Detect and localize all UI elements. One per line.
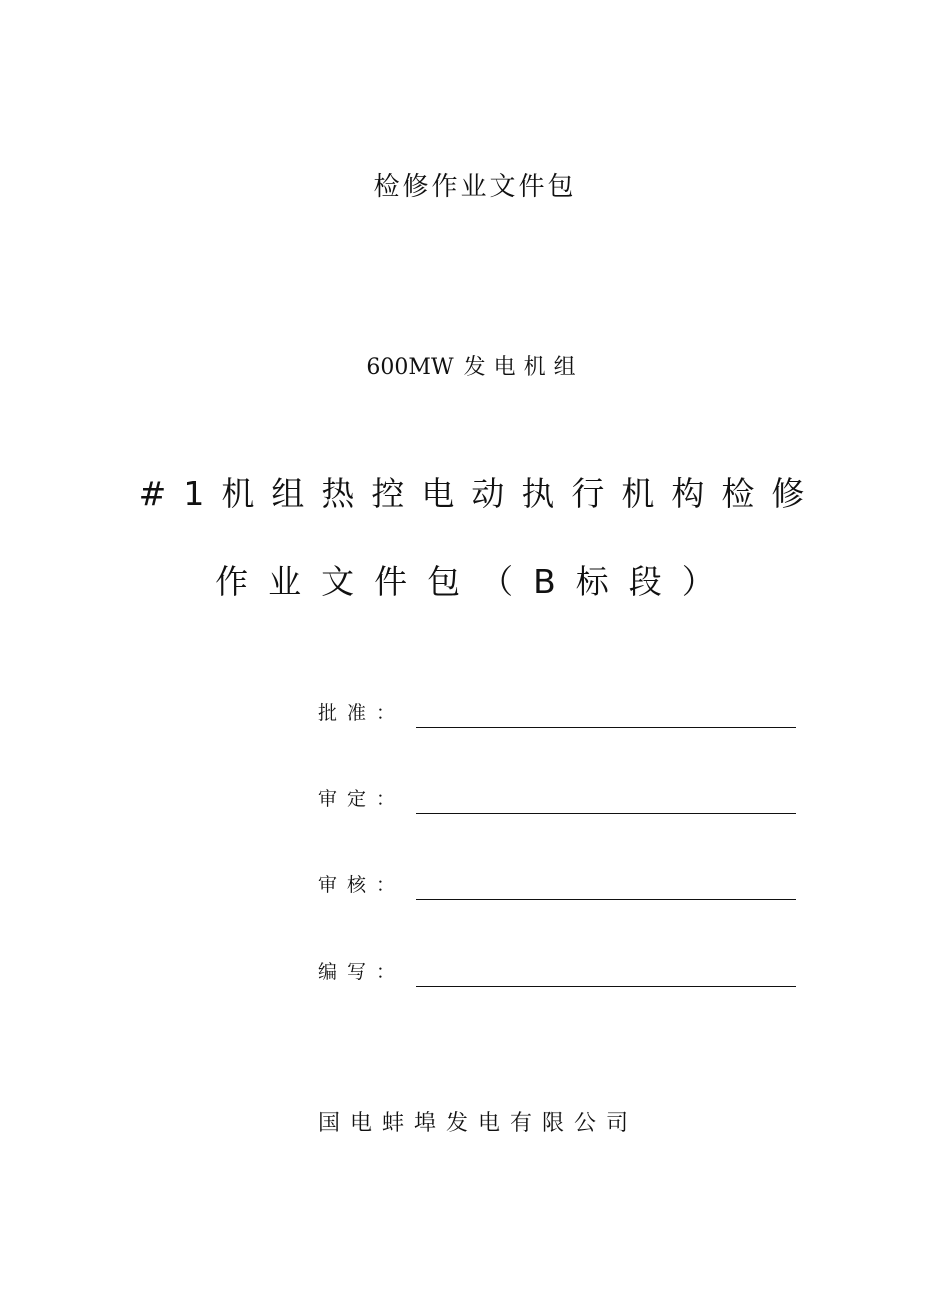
subtitle-unit: 发电机组 bbox=[463, 355, 584, 380]
signature-label: 编写： bbox=[318, 961, 406, 983]
signature-line bbox=[416, 727, 796, 728]
signature-line bbox=[416, 986, 796, 987]
signature-row-approve bbox=[318, 698, 796, 728]
company-name: 国电蚌埠发电有限公司 bbox=[318, 1111, 639, 1136]
main-title-line-2: 作业文件包（B标段） bbox=[215, 562, 735, 601]
signature-row-finalize bbox=[318, 784, 796, 814]
signature-label: 审定： bbox=[318, 788, 406, 810]
main-title-line-1: #1机组热控电动执行机构检修 bbox=[138, 474, 822, 513]
signature-line bbox=[416, 899, 796, 900]
subtitle bbox=[0, 350, 950, 381]
subtitle-capacity: 600MW bbox=[366, 355, 454, 380]
header-title: 检修作业文件包 bbox=[373, 172, 577, 202]
signature-label: 审核： bbox=[318, 874, 406, 896]
signature-line bbox=[416, 813, 796, 814]
signature-label: 批准： bbox=[318, 702, 406, 724]
signature-row-review bbox=[318, 870, 796, 900]
signature-row-author bbox=[318, 957, 796, 987]
